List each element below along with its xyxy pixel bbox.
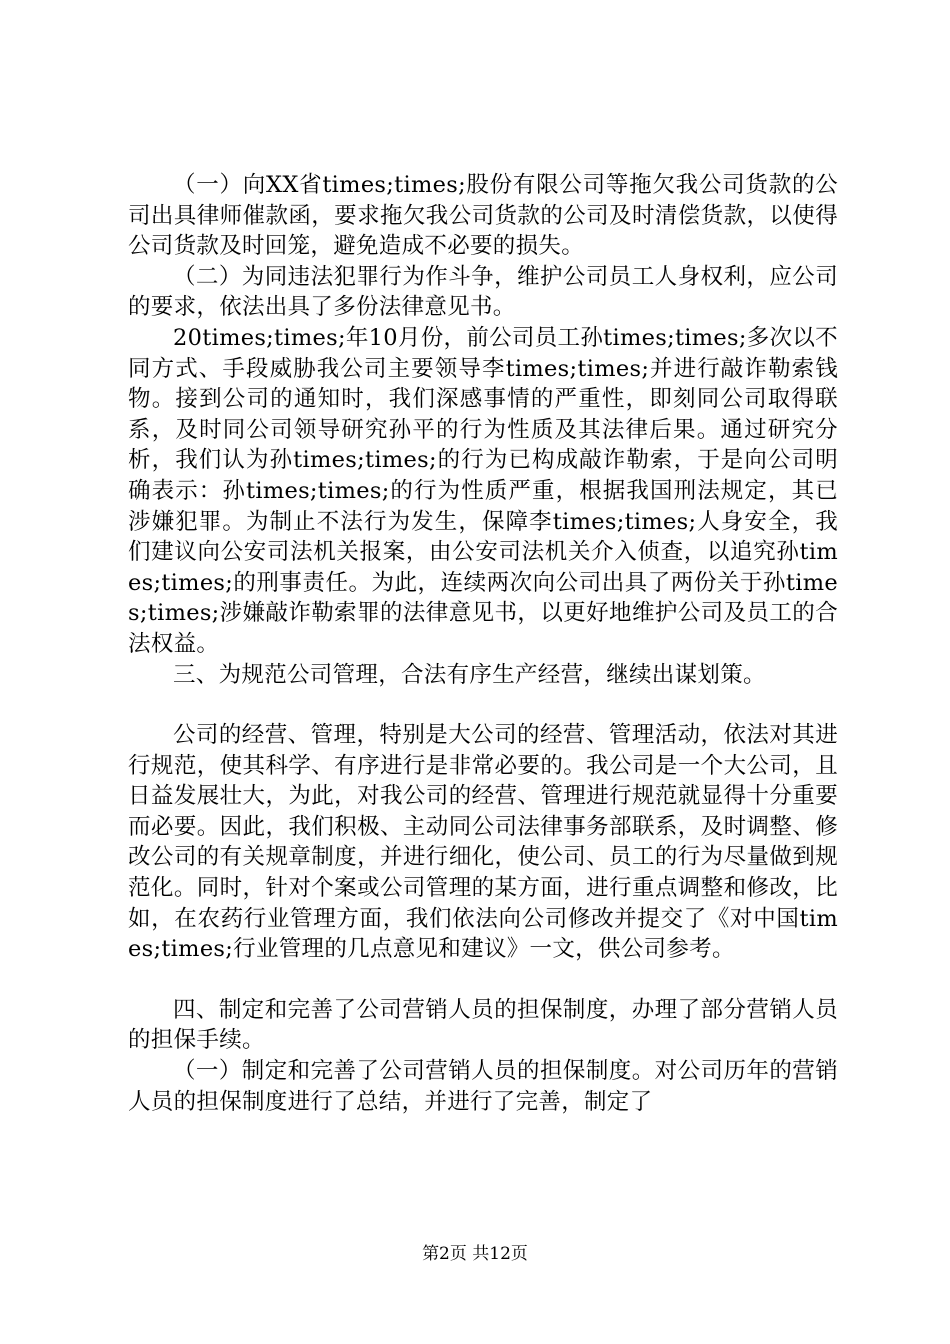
section-heading-management: 三、为规范公司管理，合法有序生产经营，继续出谋划策。: [173, 661, 766, 688]
paragraph-legal-opinions: （二）为同违法犯罪行为作斗争，维护公司员工人身权利，应公司的要求，依法出具了多份法律意见书。: [128, 263, 838, 321]
section-heading-guarantee: 四、制定和完善了公司营销人员的担保制度，办理了部分营销人员的担保手续。: [128, 996, 838, 1054]
paragraph-debt-collection-letter: （一）向XX省times;times;股份有限公司等拖欠我公司货款的公司出具律师催款函，要求拖欠我公司货款的公司及时清偿货款，以使得公司货款及时回笼，避免造成不必要的损失。: [128, 172, 838, 260]
paragraph-extortion-case: 20times;times;年10月份，前公司员工孙times;times;多次以不同方式、手段威胁我公司主要领导李times;times;并进行敲诈勒索钱物。接到公司的通知时，我们深感事情的严重性，即刻同公司取得联系，及时同公司领导研究孙平的行为性质及其法律后果。通过研究分析，我们认为孙times;times;的行为已构成敲诈勒索，于是向公司明确表示：孙times;times;的行为性质严重，根据我国刑法规定，其已涉嫌犯罪。为制止不法行为发生，保障李times;times;人身安全，我们建议向公安司法机关报案，由公安司法机关介入侦查，以追究孙times;times;的刑事责任。为此，连续两次向公司出具了两份关于孙times;times;涉嫌敲诈勒索罪的法律意见书，以更好地维护公司及员工的合法权益。: [128, 324, 838, 657]
paragraph-management-regulation: 公司的经营、管理，特别是大公司的经营、管理活动，依法对其进行规范，使其科学、有序进行是非常必要的。我公司是一个大公司，且日益发展壮大，为此，对我公司的经营、管理进行规范就显得十分重要而必要。因此，我们积极、主动同公司法律事务部联系，及时调整、修改公司的有关规章制度，并进行细化，使公司、员工的行为尽量做到规范化。同时，针对个案或公司管理的某方面，进行重点调整和修改，比如，在农药行业管理方面，我们依法向公司修改并提交了《对中国times;times;行业管理的几点意见和建议》一文，供公司参考。: [128, 722, 838, 963]
paragraph-guarantee-system: （一）制定和完善了公司营销人员的担保制度。对公司历年的营销人员的担保制度进行了总结，并进行了完善，制定了: [128, 1058, 838, 1115]
page-number-footer: 第2页 共12页: [422, 1244, 528, 1264]
document-body: [128, 170, 838, 1117]
